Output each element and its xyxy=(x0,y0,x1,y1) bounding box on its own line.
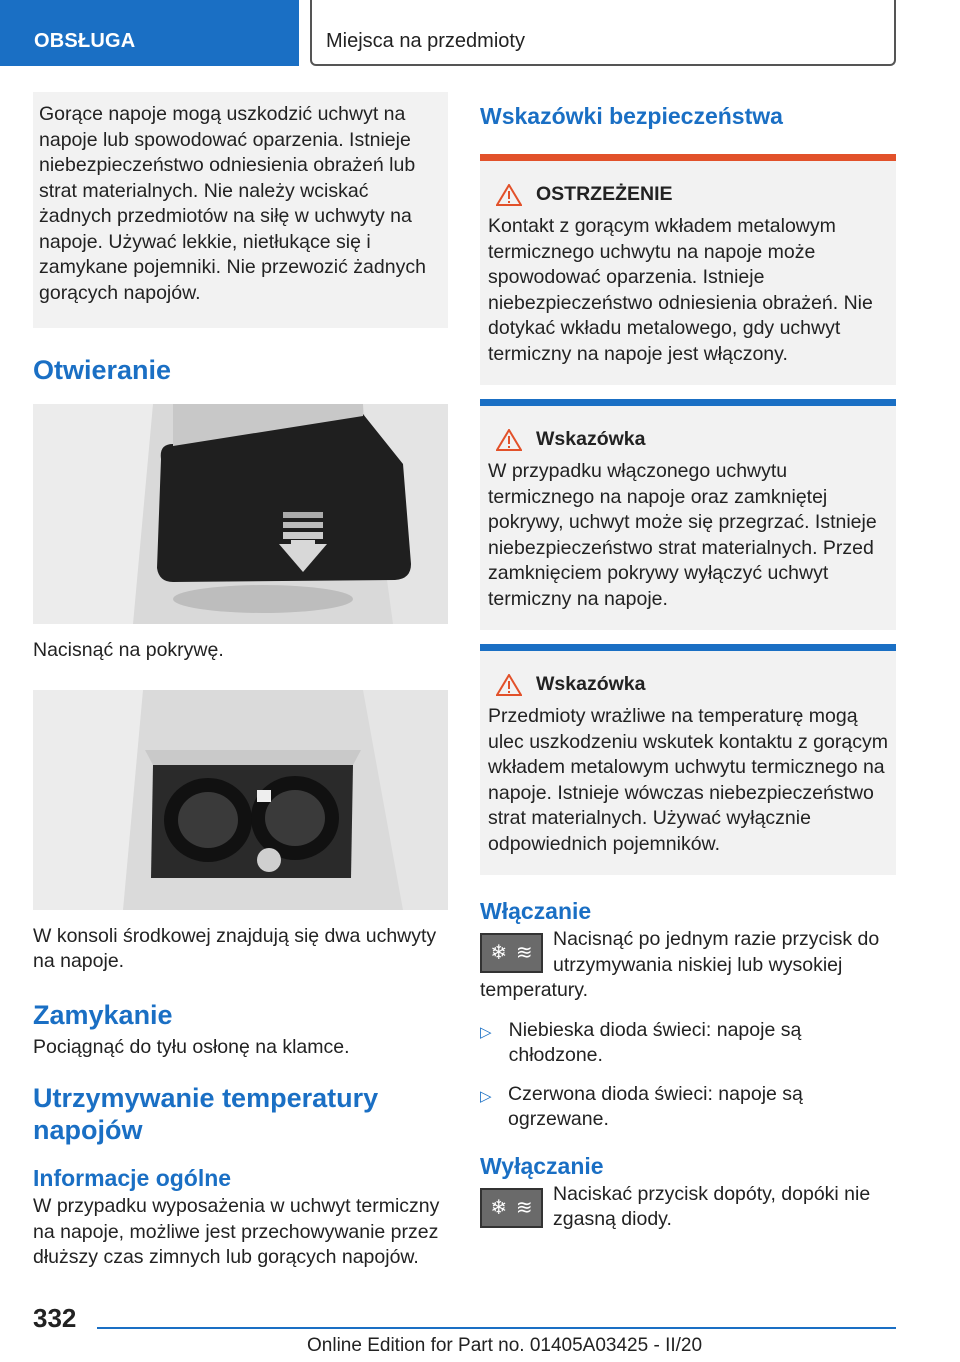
general-info-text: W przypadku wyposażenia w uchwyt termiczny na napoje, możliwe jest przechowywanie przez dłuższy czas zimnych lub gorących napojów. xyxy=(33,1195,440,1268)
heat-waves-icon: ≋ xyxy=(515,942,533,964)
intro-warning-box xyxy=(33,92,448,328)
safety-heading: Wskazówki bezpieczeństwa xyxy=(480,103,783,129)
section-tab[interactable] xyxy=(0,0,299,66)
bullet-text: Czerwona dioda świeci: napoje są ogrzewane. xyxy=(508,1082,803,1130)
photo-open-cupholders xyxy=(33,690,448,910)
heat-waves-icon: ≋ xyxy=(515,1196,533,1219)
switch-off-heading: Wyłączanie xyxy=(480,1152,604,1179)
warning-title: OSTRZEŻENIE xyxy=(536,183,673,205)
caution-triangle-icon xyxy=(496,429,522,451)
triangle-bullet-icon: ▷ xyxy=(480,1087,492,1105)
switch-on-text: Nacisnąć po jednym razie przycisk do utrzymywania niskiej lub wysokiej temperatury. xyxy=(480,928,880,1001)
chapter-title-box xyxy=(310,0,896,66)
page-number: 332 xyxy=(33,1303,77,1333)
switch-off-block xyxy=(480,1182,896,1233)
caution-triangle-icon xyxy=(496,674,522,696)
thermo-button-icon xyxy=(480,933,543,973)
opening-heading: Otwieranie xyxy=(33,355,172,385)
note-box-sensitive-items xyxy=(480,644,896,875)
intro-warning-text: Gorące napoje mogą uszkodzić uchwyt na napoje lub spowodować oparzenia. Istnieje niebezpieczeństwo odniesienia obrażeń lub strat materialnych. Nie należy wciskać żadnych przedmiotów na siłę w uchwyty na napoje. Używać lekkie, nietłukące się i zamykane pojemniki. Nie przewozić żadnych gorących napojów. xyxy=(39,103,426,304)
photo-closed-lid xyxy=(33,404,448,624)
note2-header xyxy=(496,673,888,696)
note-box-overheat xyxy=(480,399,896,630)
general-info-heading: Informacje ogólne xyxy=(33,1165,232,1191)
warning-header xyxy=(496,183,888,206)
warning-box xyxy=(480,154,896,385)
note2-title: Wskazówka xyxy=(536,673,646,695)
bullet-text: Niebieska dioda świeci: napoje są chłodzone. xyxy=(508,1018,802,1066)
bullet-item xyxy=(480,1018,896,1068)
footer-divider xyxy=(97,1327,896,1329)
page-header xyxy=(0,0,960,66)
note2-text: Przedmioty wrażliwe na temperaturę mogą ulec uszkodzeniu wskutek kontaktu z gorącym wkładem metalowym uchwytu termicznego na napoje. Istnieje wówczas niebezpieczeństwo strat materialnych. Używać wyłącznie odpowiednich pojemników. xyxy=(488,705,888,855)
temperature-heading: Utrzymywanie temperatury napojów xyxy=(33,1083,379,1145)
section-label: OBSŁUGA xyxy=(34,30,136,52)
caption-press-lid: Nacisnąć na pokrywę. xyxy=(33,639,224,661)
left-column xyxy=(33,92,448,1271)
chapter-title: Miejsca na przedmioty xyxy=(326,30,525,52)
note1-title: Wskazówka xyxy=(536,428,646,450)
triangle-bullet-icon: ▷ xyxy=(480,1023,492,1041)
warning-triangle-icon xyxy=(496,184,522,206)
right-column xyxy=(480,92,896,1233)
thermo-button-icon xyxy=(480,1188,543,1228)
note1-header xyxy=(496,428,888,451)
snowflake-icon: ❄ xyxy=(490,1196,508,1219)
warning-text: Kontakt z gorącym wkładem metalowym termicznego uchwytu na napoje może spowodować oparzenia. Istnieje niebezpieczeństwo odniesienia obrażeń. Nie dotykać wkładu metalowego, gdy uchwyt termiczny na napoje jest włączony. xyxy=(488,215,873,365)
snowflake-icon: ❄ xyxy=(490,942,508,964)
caption-two-holders: W konsoli środkowej znajdują się dwa uchwyty na napoje. xyxy=(33,924,437,972)
switch-on-heading: Włączanie xyxy=(480,898,592,924)
closing-heading: Zamykanie xyxy=(33,999,173,1030)
switch-on-block xyxy=(480,927,896,1004)
switch-off-text: Naciskać przycisk dopóty, dopóki nie zgasną diody. xyxy=(553,1182,871,1230)
note1-text: W przypadku włączonego uchwytu termicznego na napoje oraz zamkniętej pokrywy, uchwyt może się przegrzać. Istnieje niebezpieczeństwo strat materialnych. Przed zamknięciem pokrywy wyłączyć uchwyt termiczny na napoje. xyxy=(488,460,877,610)
edition-note: Online Edition for Part no. 01405A03425 - II/20 xyxy=(307,1335,703,1356)
bullet-item xyxy=(480,1082,896,1132)
closing-text: Pociągnąć do tyłu osłonę na klamce. xyxy=(33,1035,350,1058)
